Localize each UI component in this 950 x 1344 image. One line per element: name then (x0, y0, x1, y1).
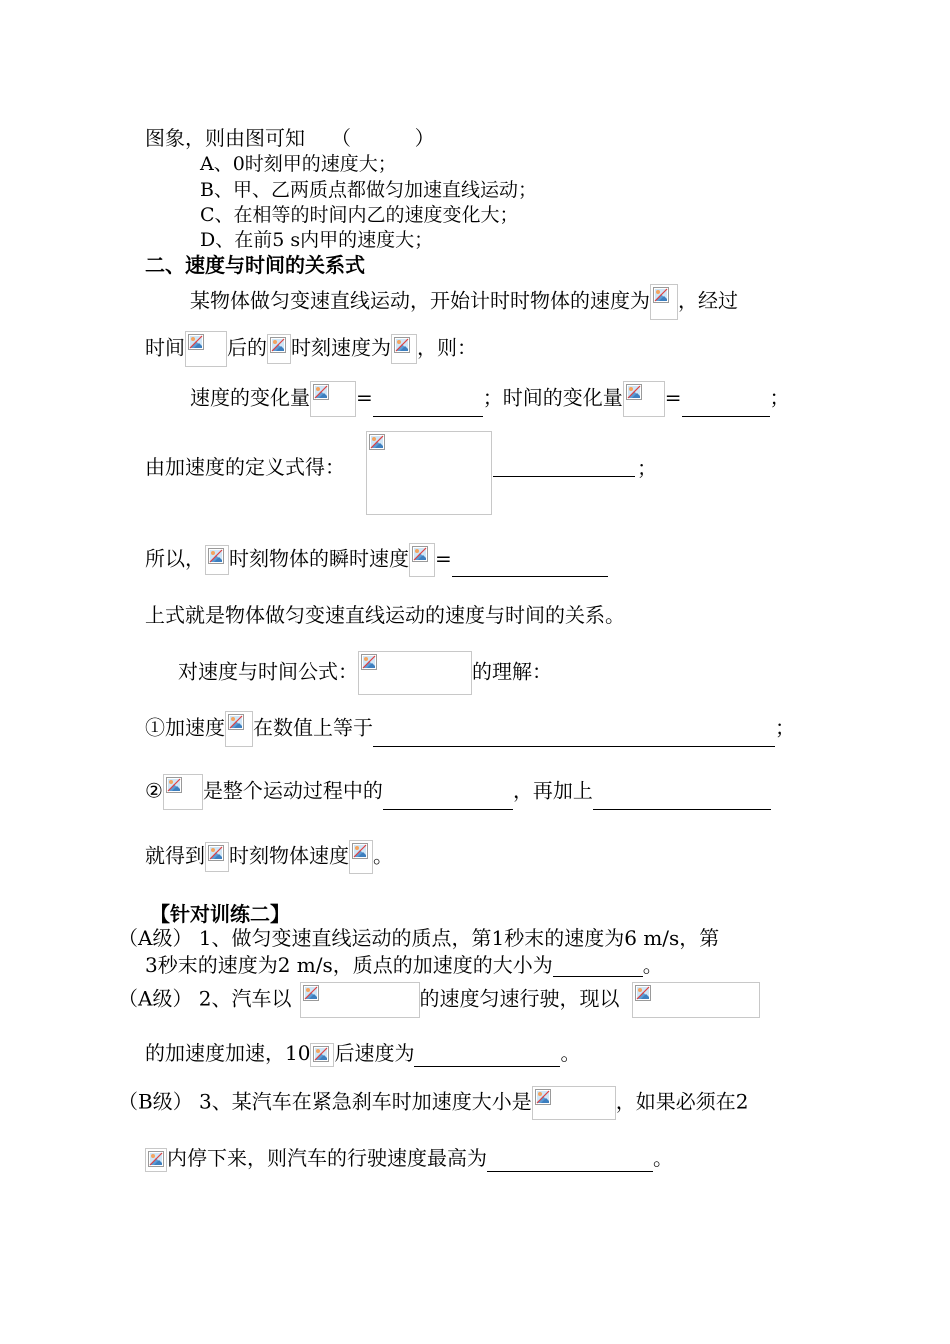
broken-image-icon (205, 545, 229, 575)
p8-end: ； (775, 715, 795, 740)
option-b: B、甲、乙两质点都做匀加速直线运动； (200, 179, 537, 201)
answer-paren: （ ） (331, 126, 435, 150)
paragraph-2 (145, 331, 477, 367)
paragraph-7 (178, 651, 552, 695)
p4-end: ； (637, 456, 657, 480)
paragraph-5 (145, 543, 608, 577)
q1-end: 。 (642, 953, 663, 977)
broken-image-icon (205, 842, 229, 872)
p9-text-2: 是整个运动过程中的 (202, 778, 383, 803)
question-2-line-2 (145, 1041, 580, 1067)
answer-blank[interactable] (373, 726, 775, 747)
option-d: D、在前5 s内甲的速度大； (200, 229, 434, 251)
q3-text-2: ，如果必须在2 (615, 1089, 749, 1114)
equals-2: = (664, 385, 682, 410)
question-2-line-1 (118, 982, 760, 1018)
broken-image-icon (310, 1043, 334, 1067)
p10-end: 。 (373, 843, 393, 868)
p3-text-2: ；时间的变化量 (482, 385, 623, 410)
question-1-line-1: （A级） 1、做匀变速直线运动的质点，第1秒末的速度为6 m/s，第 (118, 926, 720, 950)
paragraph-8 (145, 711, 795, 747)
p7-text-2: 的理解： (472, 659, 552, 684)
paragraph-10 (145, 840, 393, 874)
question-1-line-2 (145, 953, 663, 977)
p5-text: 所以， (145, 546, 205, 571)
answer-blank[interactable] (414, 1046, 560, 1067)
practice-heading: 【针对训练二】 (150, 902, 290, 926)
paragraph-9 (145, 774, 771, 810)
p2-text-3: 时刻速度为 (291, 335, 391, 360)
q3-text-3: 内停下来，则汽车的行驶速度最高为 (167, 1146, 487, 1170)
p8-text-2: 在数值上等于 (253, 715, 373, 740)
p2-text-4: ，则： (417, 335, 477, 360)
q3-end: 。 (653, 1146, 673, 1170)
q2-text: （A级） 2、汽车以 (118, 986, 292, 1011)
p3-end: ； (769, 385, 790, 410)
question-stem (145, 126, 435, 150)
answer-blank[interactable] (493, 456, 635, 477)
q2-text-4: 后速度为 (334, 1041, 415, 1065)
answer-blank[interactable] (373, 396, 483, 417)
p7-text: 对速度与时间公式： (178, 659, 358, 684)
p10-text-2: 时刻物体速度 (229, 843, 349, 868)
p8-text: ①加速度 (145, 715, 225, 740)
broken-image-icon (300, 982, 420, 1018)
formula-image-icon (366, 431, 492, 515)
section-heading: 二、速度与时间的关系式 (145, 253, 365, 277)
broken-image-icon (409, 543, 435, 577)
q3-text: （B级） 3、某汽车在紧急刹车时加速度大小是 (118, 1089, 532, 1114)
broken-image-icon (623, 381, 665, 417)
p2-text: 时间 (145, 335, 185, 360)
answer-blank[interactable] (452, 556, 608, 577)
p9-text-3: ，再加上 (512, 778, 593, 803)
broken-image-icon (650, 284, 678, 320)
broken-image-icon (145, 1148, 167, 1172)
broken-image-icon (267, 334, 291, 364)
broken-image-icon (632, 982, 760, 1018)
equals: = (356, 385, 373, 410)
answer-blank[interactable] (682, 396, 770, 417)
p1-text-end: ，经过 (678, 288, 738, 313)
answer-blank[interactable] (593, 789, 771, 810)
broken-image-icon (532, 1086, 616, 1120)
answer-blank[interactable] (487, 1151, 653, 1172)
p10-text: 就得到 (145, 843, 205, 868)
answer-blank[interactable] (383, 789, 513, 810)
stem-text: 图象，则由图可知 (145, 126, 305, 150)
option-c: C、在相等的时间内乙的速度变化大； (200, 204, 519, 226)
formula-image-icon (358, 651, 472, 695)
broken-image-icon (225, 711, 253, 747)
answer-blank[interactable] (553, 956, 643, 977)
broken-image-icon (185, 331, 227, 367)
broken-image-icon (349, 840, 373, 874)
q2-text-2: 的速度匀速行驶，现以 (419, 986, 620, 1011)
q1-text: 3秒末的速度为2 m/s，质点的加速度的大小为 (145, 953, 553, 977)
paragraph-3 (190, 381, 790, 417)
paragraph-4-label: 由加速度的定义式得： (145, 455, 345, 479)
p1-text: 某物体做匀变速直线运动，开始计时时物体的速度为 (190, 288, 650, 313)
broken-image-icon (310, 381, 356, 417)
question-3-line-1 (118, 1086, 749, 1120)
question-3-line-2 (145, 1146, 673, 1172)
broken-image-icon (391, 334, 417, 364)
p3-text: 速度的变化量 (190, 385, 310, 410)
equals-3: = (435, 546, 452, 571)
q2-text-3: 的加速度加速，10 (145, 1041, 311, 1065)
broken-image-icon (163, 774, 203, 810)
q2-end: 。 (560, 1041, 581, 1065)
p5-text-2: 时刻物体的瞬时速度 (229, 546, 409, 571)
option-a: A、0时刻甲的速度大； (200, 153, 397, 175)
paragraph-6: 上式就是物体做匀变速直线运动的速度与时间的关系。 (145, 603, 625, 627)
p9-text: ② (145, 778, 163, 803)
paragraph-1 (190, 284, 738, 320)
p2-text-2: 后的 (227, 335, 267, 360)
